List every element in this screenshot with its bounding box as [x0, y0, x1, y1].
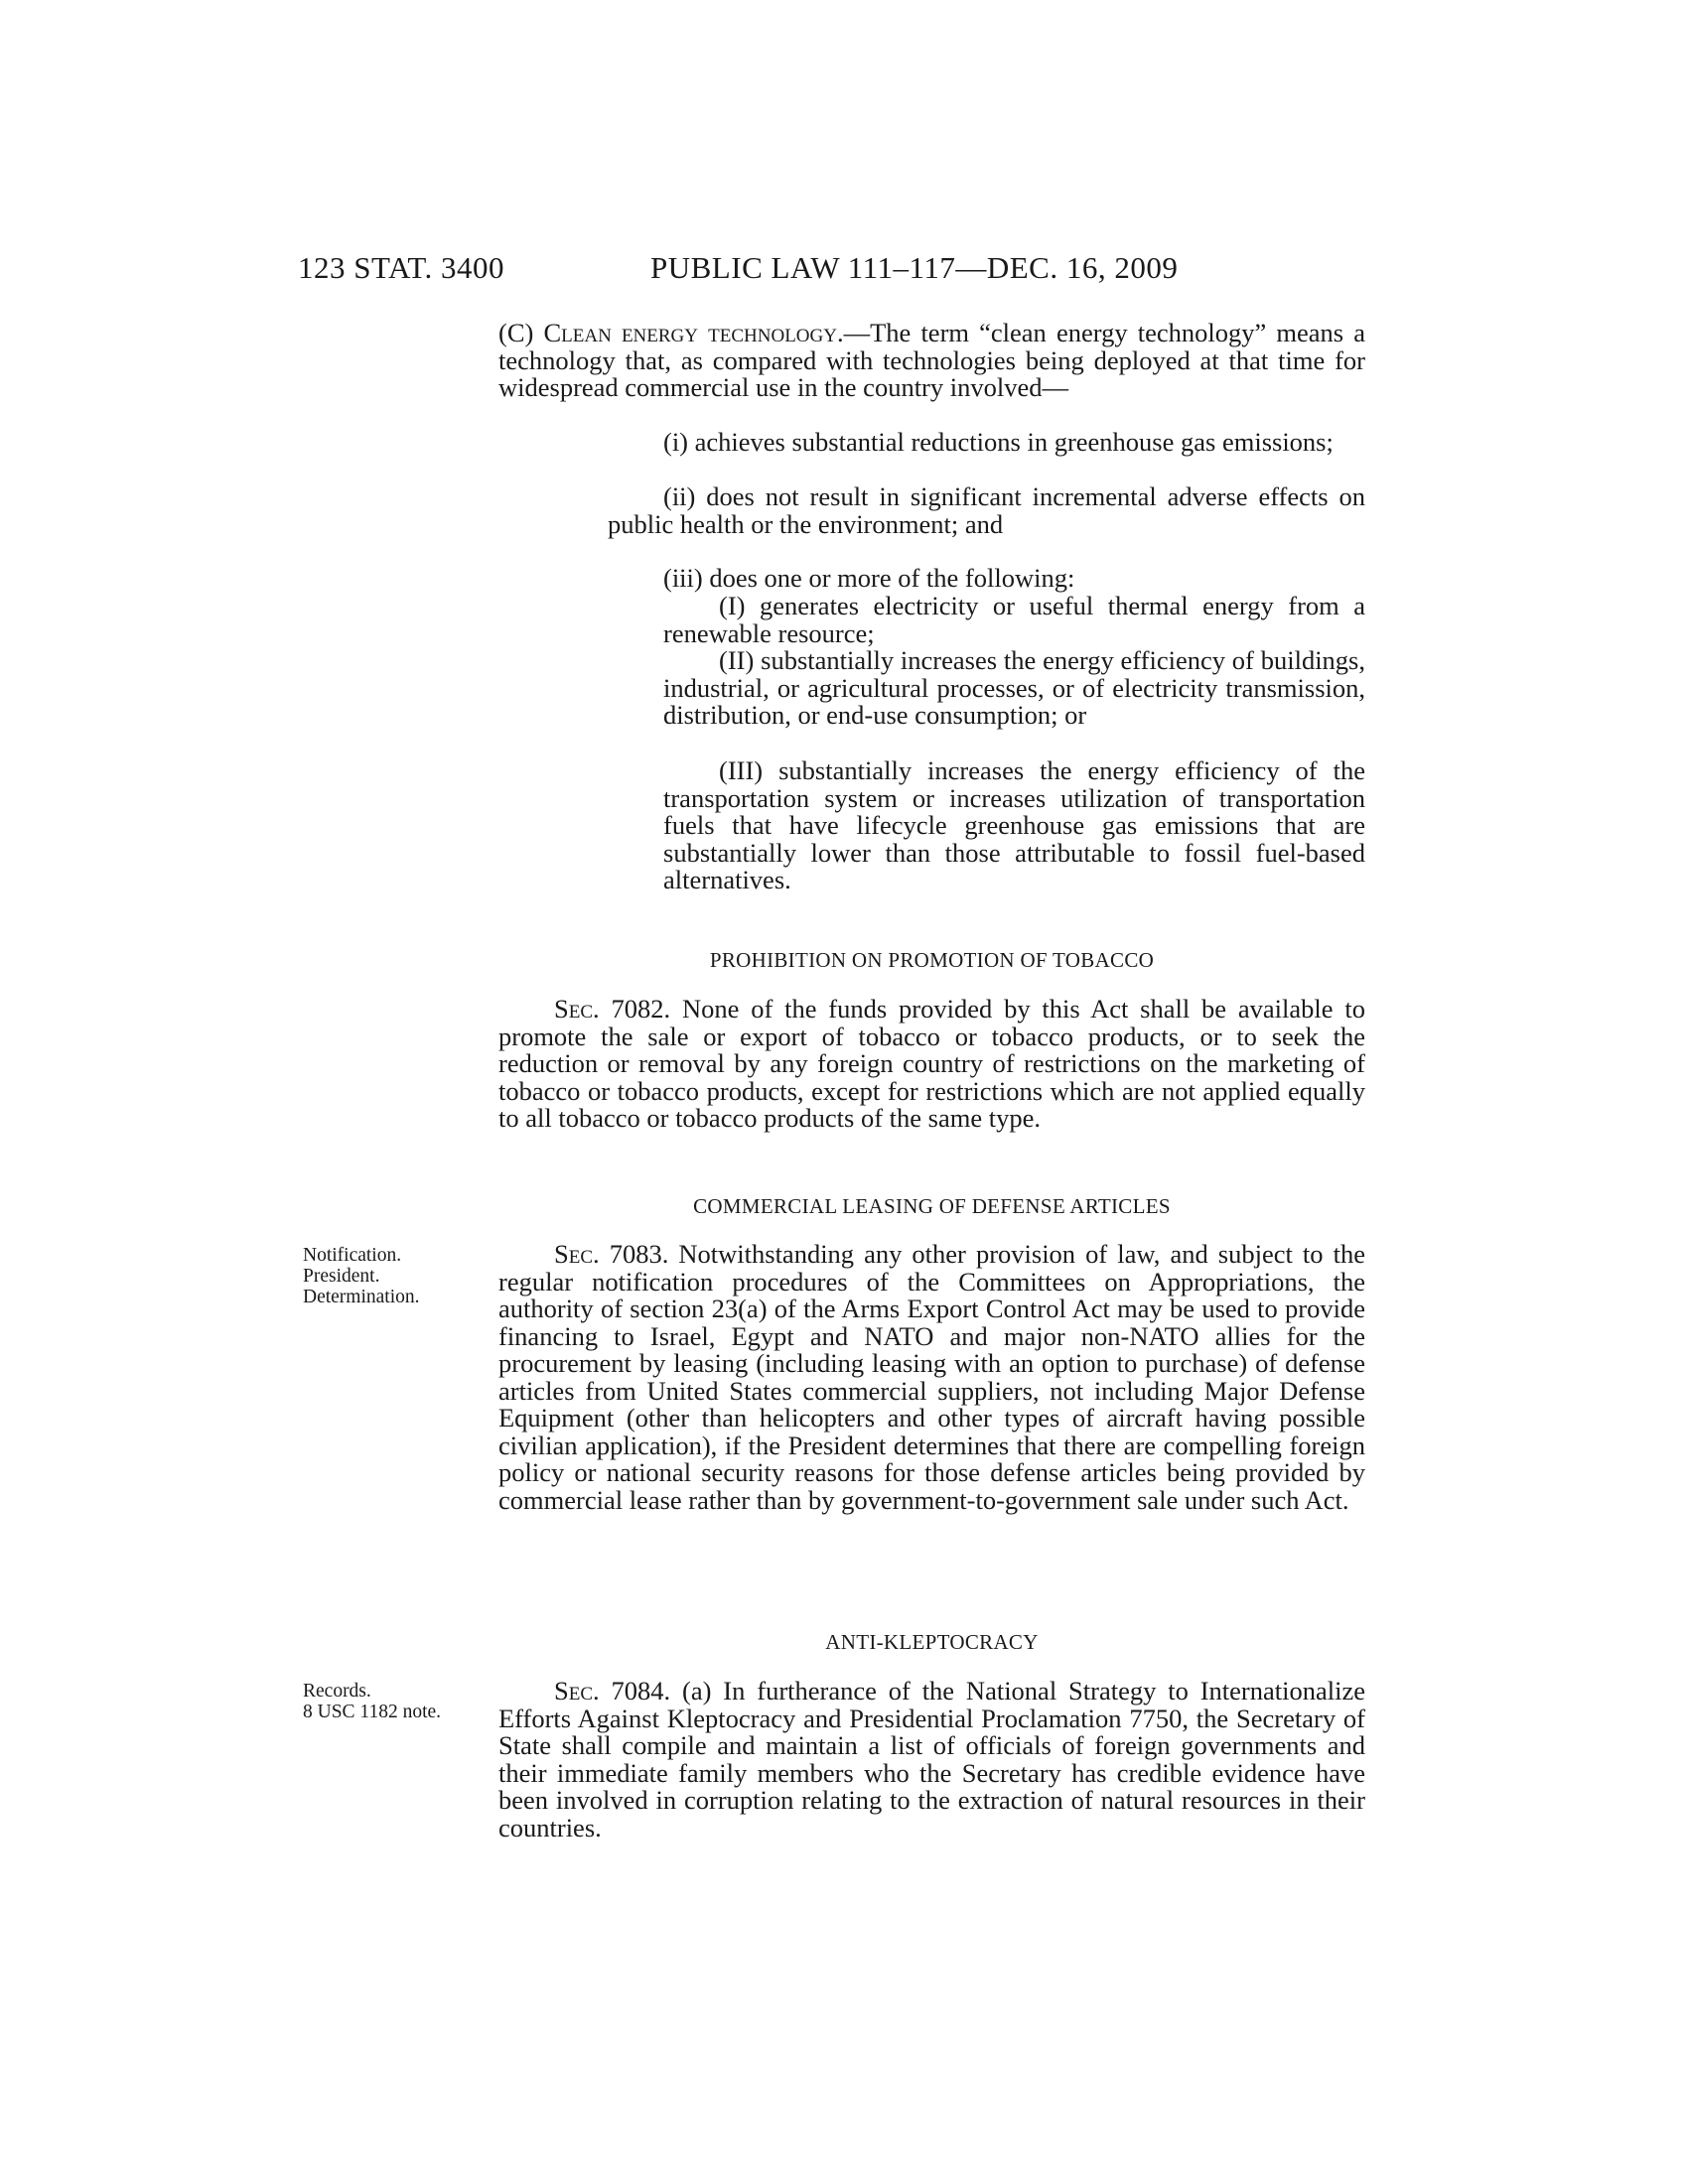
clause-ii-text: (ii) does not result in significant incremental adverse effects on public health or the environment; and [608, 481, 1365, 539]
margin-note-usc: 8 USC 1182 note. [303, 1702, 442, 1722]
section-7082-label: Sec. 7082. [554, 994, 671, 1024]
section-7083-text: Notwithstanding any other provision of law, and subject to the regular notification procedures of the Committees on Appropriations, the authority of section 23(a) of the Arms Export Control Act may be used to provide financing to Israel, Egypt and NATO and major non-NATO allies for the procurement by leasing (including leasing with an option to purchase) of defense articles from United States commercial suppliers, not including Major Defense Equipment (other than helicopters and other types of aircraft having possible civilian application), if the President determines that there are compelling foreign policy or national security reasons for those defense articles being provided by commercial lease rather than by government-to-government sale under such Act. [498, 1239, 1365, 1515]
clean-energy-lead [498, 320, 1365, 402]
subclause-I [663, 591, 1365, 648]
subclause-II-text: (II) substantially increases the energy efficiency of buildings, industrial, or agricultural processes, or of electricity transmission, distribution, or end-use consumption; or [663, 645, 1365, 730]
section-7084-text: (a) In furtherance of the National Strategy to Internationalize Efforts Against Kleptocracy and Presidential Proclamation 7750, the Secretary of State shall compile and maintain a list of officials of foreign governments and their immediate family members who the Secretary has credible evidence have been involved in corruption relating to the extraction of natural resources in their countries. [498, 1676, 1365, 1843]
clean-energy-definition [498, 318, 1365, 402]
margin-note-notification: Notification. [303, 1245, 402, 1266]
section-7083-label: Sec. 7083. [554, 1239, 669, 1269]
clause-ii [608, 481, 1365, 539]
leasing-margin-notes [303, 1245, 482, 1307]
section-7082-text: None of the funds provided by this Act shall be available to promote the sale or export of tobacco or tobacco products, or to seek the reduction or removal by any foreign country of restrictions on the marketing of tobacco or tobacco products, except for restrictions which are not applied equally to all tobacco or tobacco products of the same type. [498, 994, 1365, 1133]
kleptocracy-heading: ANTI-KLEPTOCRACY [825, 1630, 1039, 1654]
statute-reference: 123 STAT. 3400 [298, 250, 505, 285]
section-7083 [498, 1241, 1365, 1514]
section-7082 [498, 996, 1365, 1133]
clause-iii-text: (iii) does one or more of the following: [663, 563, 1075, 593]
section-7084-label: Sec. 7084. [554, 1676, 671, 1706]
section-7084 [498, 1678, 1365, 1842]
tobacco-heading: PROHIBITION ON PROMOTION OF TOBACCO [709, 948, 1155, 972]
clause-i [663, 429, 1365, 457]
section-7084-paragraph [498, 1678, 1365, 1842]
section-7082-paragraph [498, 996, 1365, 1133]
page-header [298, 250, 1390, 290]
clean-energy-term: (C) Clean energy technology. [498, 318, 844, 347]
margin-note-determination: Determination. [303, 1287, 420, 1307]
kleptocracy-margin-notes [303, 1681, 482, 1722]
subclause-I-text: (I) generates electricity or useful thermal energy from a renewable resource; [663, 591, 1365, 648]
clause-i-text: (i) achieves substantial reductions in greenhouse gas emissions; [663, 427, 1334, 457]
subclause-III [663, 755, 1365, 894]
clean-energy-text: —The term “clean energy technology” means a technology that, as compared with technologies being deployed at that time for widespread commercial use in the country involved— [498, 318, 1365, 402]
leasing-heading: COMMERCIAL LEASING OF DEFENSE ARTICLES [693, 1194, 1171, 1218]
clause-iii [663, 565, 1365, 593]
section-7083-paragraph [498, 1241, 1365, 1514]
subclause-III-text: (III) substantially increases the energy efficiency of the transportation system or increases utilization of transportation fuels that have lifecycle greenhouse gas emissions that are substantially lower than those attributable to fossil fuel-based alternatives. [663, 755, 1365, 894]
subclause-II [663, 645, 1365, 730]
margin-note-president: President. [303, 1266, 380, 1287]
public-law-reference: PUBLIC LAW 111–117—DEC. 16, 2009 [650, 250, 1179, 285]
margin-note-records: Records. [303, 1681, 371, 1702]
